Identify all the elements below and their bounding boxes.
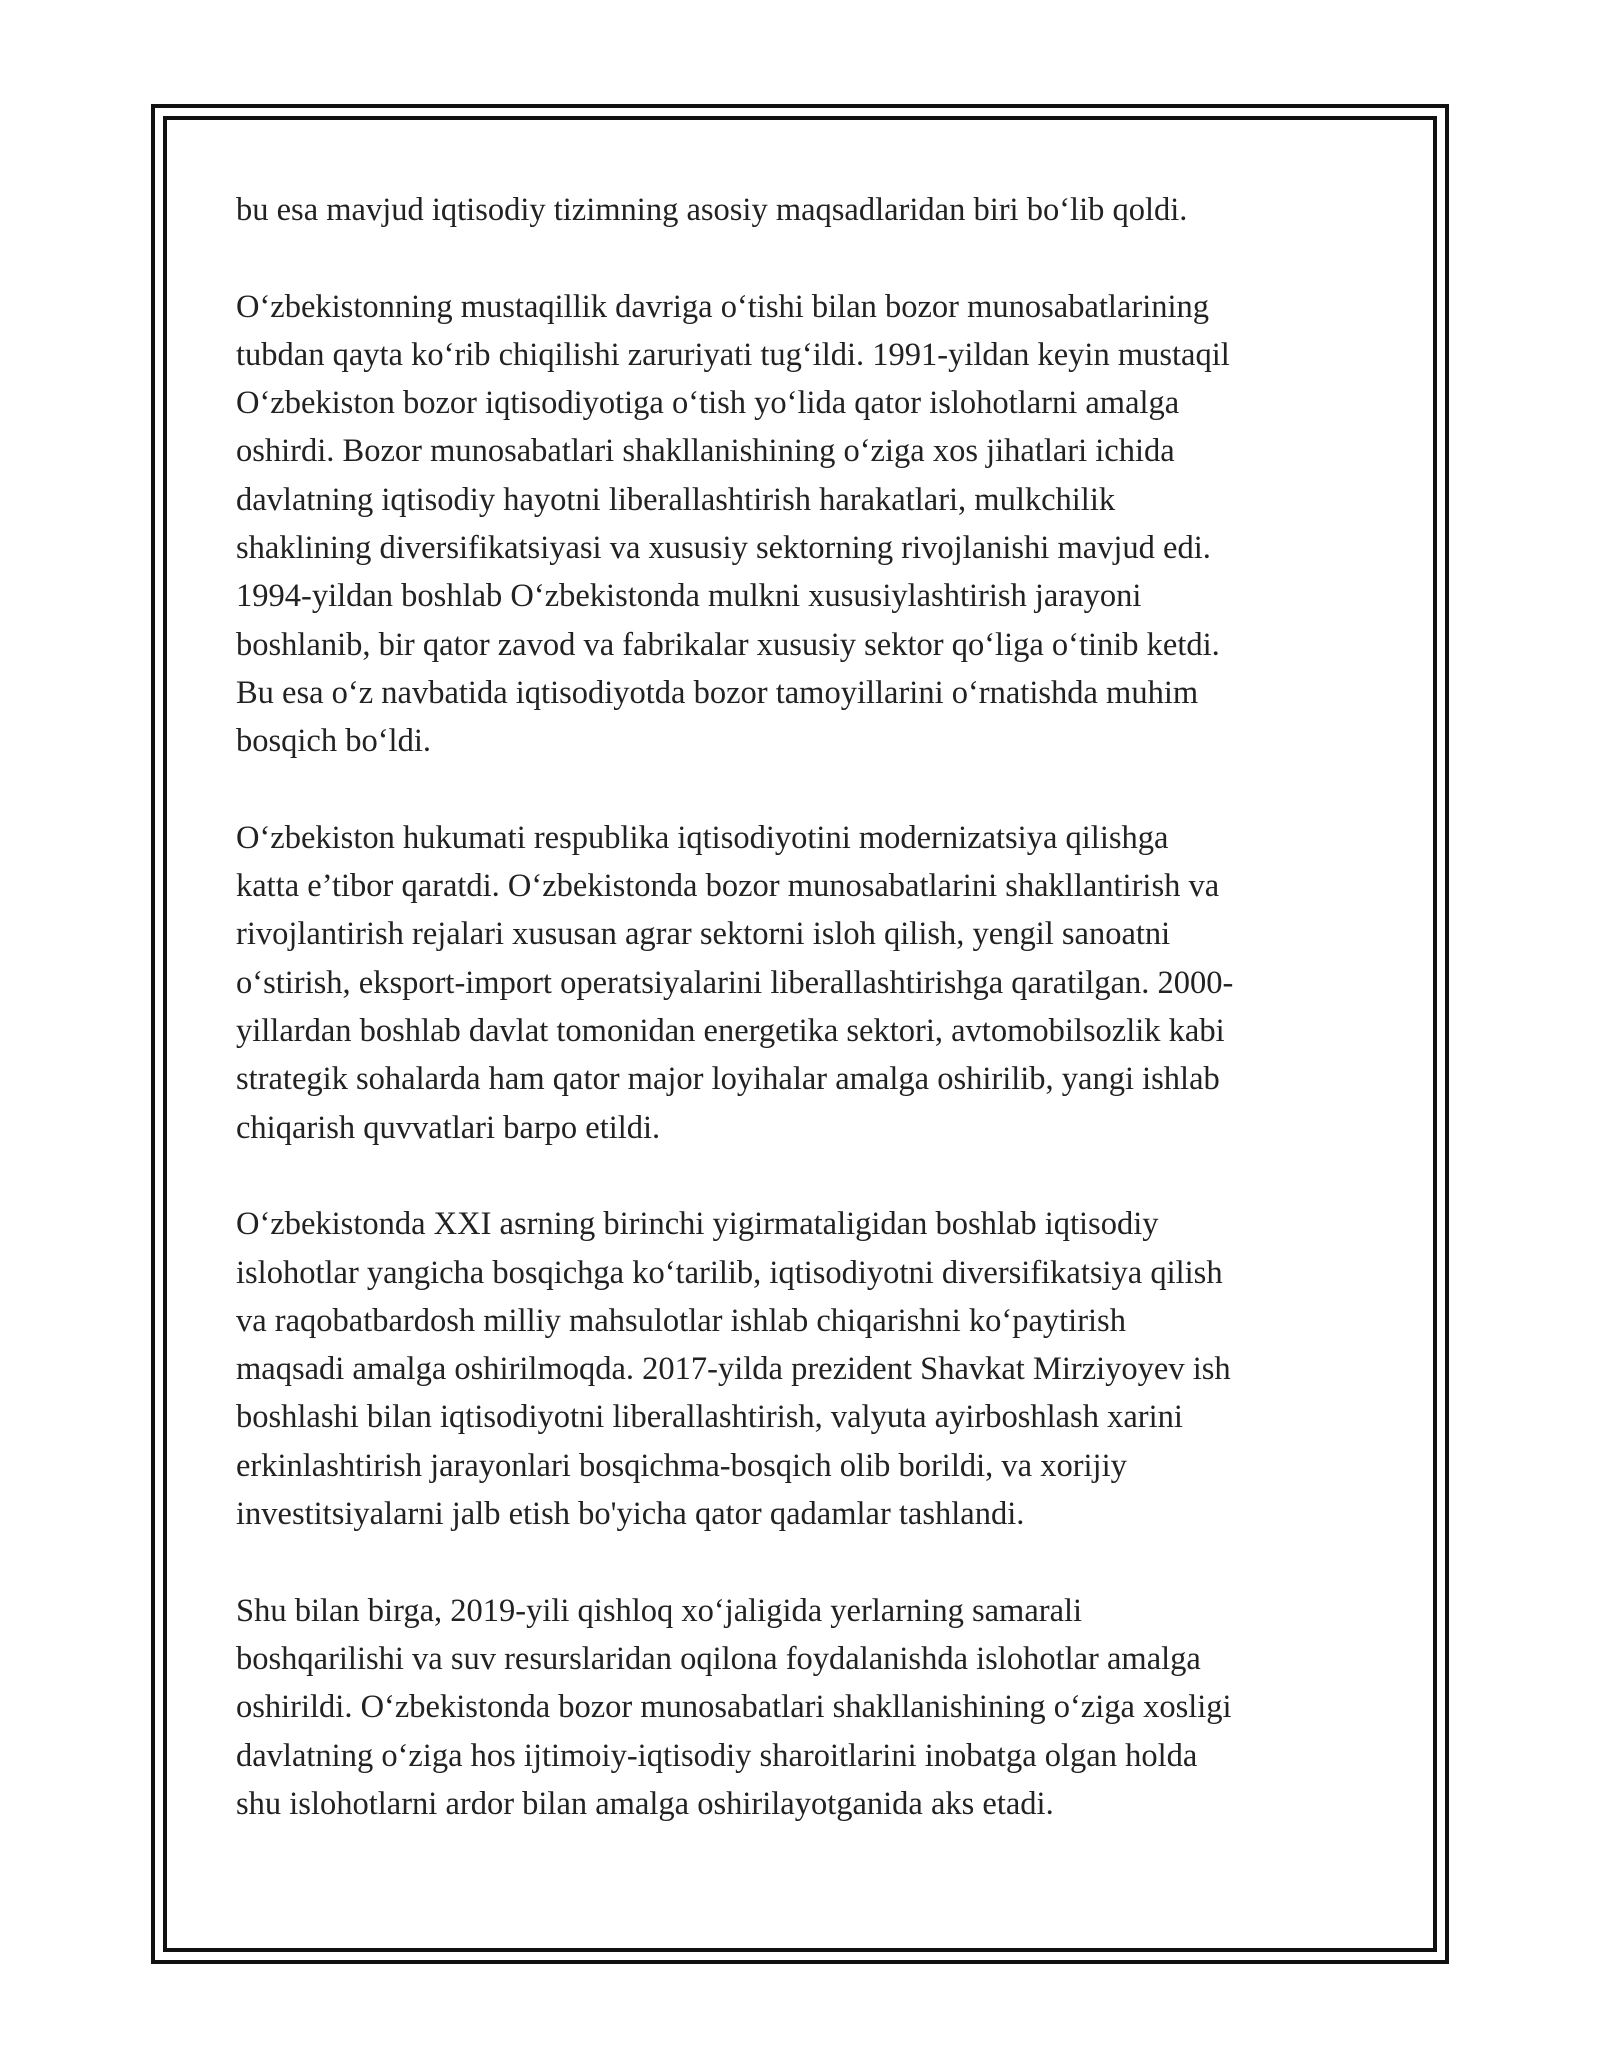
paragraph-5: Shu bilan birga, 2019-yili qishloq xo‘jaligida yerlarning samarali boshqarilishi va suv resurslaridan oqilona foydalanishda islohotlar amalga oshirildi. O‘zbekistonda bozor munosabatlari shakllanishining o‘ziga xosligi davlatning o‘ziga hos ijtimoiy-iqtisodiy sharoitlarini inobatga olgan holda shu islohotlarni ardor bilan amalga oshirilayotganida aks etadi. bbox=[236, 1592, 1232, 1822]
document-body bbox=[236, 186, 1376, 1876]
paragraph-3: O‘zbekiston hukumati respublika iqtisodiyotini modernizatsiya qilishga katta e’tibor qaratdi. O‘zbekistonda bozor munosabatlarini shakllantirish va rivojlantirish rejalari xususan agrar sektorni isloh qilish, yengil sanoatni o‘stirish, eksport-import operatsiyalarini liberallashtirishga qaratilgan. 2000- yillardan boshlab davlat tomonidan energetika sektori, avtomobilsozlik kabi strategik sohalarda ham qator major loyihalar amalga oshirilib, yangi ishlab chiqarish quvvatlari barpo etildi. bbox=[236, 819, 1234, 1146]
paragraph-1: bu esa mavjud iqtisodiy tizimning asosiy maqsadlaridan biri bo‘lib qoldi. bbox=[236, 192, 1188, 228]
paragraph-2: O‘zbekistonning mustaqillik davriga o‘tishi bilan bozor munosabatlarining tubdan qayta ko‘rib chiqilishi zaruriyati tug‘ildi. 1991-yildan keyin mustaqil O‘zbekiston bozor iqtisodiyotiga o‘tish yo‘lida qator islohotlarni amalga oshirdi. Bozor munosabatlari shakllanishining o‘ziga xos jihatlari ichida davlatning iqtisodiy hayotni liberallashtirish harakatlari, mulkchilik shaklining diversifikatsiyasi va xususiy sektorning rivojlanishi mavjud edi. 1994-yildan boshlab O‘zbekistonda mulkni xususiylashtirish jarayoni boshlanib, bir qator zavod va fabrikalar xususiy sektor qo‘liga o‘tinib ketdi. Bu esa o‘z navbatida iqtisodiyotda bozor tamoyillarini o‘rnatishda muhim bosqich bo‘ldi. bbox=[236, 288, 1230, 760]
paragraph-4: O‘zbekistonda XXI asrning birinchi yigirmataligidan boshlab iqtisodiy islohotlar yangicha bosqichga ko‘tarilib, iqtisodiyotni diversifikatsiya qilish va raqobatbardosh milliy mahsulotlar ishlab chiqarishni ko‘paytirish maqsadi amalga oshirilmoqda. 2017-yilda prezident Shavkat Mirziyoyev ish boshlashi bilan iqtisodiyotni liberallashtirish, valyuta ayirboshlash xarini erkinlashtirish jarayonlari bosqichma-bosqich olib borildi, va xorijiy investitsiyalarni jalb etish bo'yicha qator qadamlar tashlandi. bbox=[236, 1206, 1231, 1533]
